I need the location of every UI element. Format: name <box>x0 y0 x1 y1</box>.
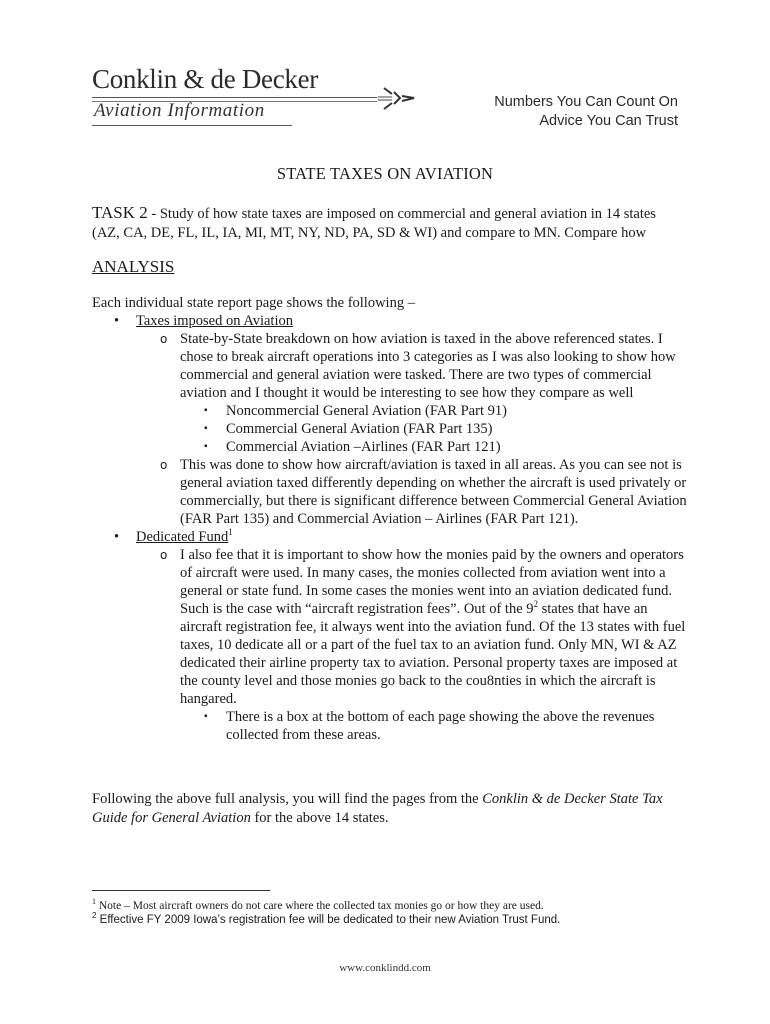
subitem-part135: Commercial General Aviation (FAR Part 135) <box>226 421 493 437</box>
list-item <box>92 528 688 546</box>
footnote-ref: 2 <box>533 599 539 610</box>
bullet: • <box>114 313 120 329</box>
logo-rule <box>92 125 292 126</box>
section-title-taxes: Taxes imposed on Aviation <box>136 313 293 329</box>
bullet: • <box>114 529 120 545</box>
footnote-1 <box>92 897 544 912</box>
list-item <box>92 312 688 330</box>
footnote-mark: 2 <box>92 911 97 921</box>
list-item <box>92 546 688 708</box>
footer-url: www.conklindd.com <box>339 962 431 974</box>
bullet: o <box>160 548 168 562</box>
list-item <box>92 330 688 402</box>
company-logo <box>92 64 422 130</box>
list-item <box>92 708 688 744</box>
task-paragraph <box>92 203 682 243</box>
bullet: ▪ <box>204 441 208 452</box>
closing-paragraph <box>92 790 682 828</box>
list-item <box>92 402 688 420</box>
list-item <box>92 438 688 456</box>
logo-subtitle: Aviation Information <box>94 100 265 121</box>
task-text: - Study of how state taxes are imposed on commercial and general aviation in 14 states (AZ, CA, DE, FL, IL, IA, MI, MT, NY, ND, PA, SD & WI) and compare to MN. Compare how <box>92 206 656 241</box>
footnote-text: Effective FY 2009 Iowa’s registration fee will be dedicated to their new Aviation Trust Fund. <box>96 914 561 926</box>
section2-subitem: There is a box at the bottom of each page showing the above the revenues collected from these areas. <box>226 709 655 743</box>
bullet: ▪ <box>204 405 208 416</box>
analysis-body <box>92 294 688 744</box>
bullet: o <box>160 332 168 346</box>
section1-item1: State-by-State breakdown on how aviation is taxed in the above referenced states. I chose to break aircraft operations into 3 categories as I was also looking to show how commercial and general aviation were tasked. There are two types of commercial aviation and I thought it would be interesting to see how they compare as well <box>180 331 676 401</box>
bullet: o <box>160 458 168 472</box>
subitem-part121: Commercial Aviation –Airlines (FAR Part 121) <box>226 439 501 455</box>
tagline-line1: Numbers You Can Count On <box>494 94 678 110</box>
subitem-part91: Noncommercial General Aviation (FAR Part 91) <box>226 403 507 419</box>
logo-company-name: Conklin & de Decker <box>92 64 318 94</box>
tagline-line2: Advice You Can Trust <box>539 113 678 129</box>
task-label: TASK 2 <box>92 203 148 222</box>
footnote-2 <box>92 911 561 926</box>
bullet: ▪ <box>204 423 208 434</box>
bullet: ▪ <box>204 711 208 722</box>
footnote-mark: 1 <box>92 897 96 907</box>
intro-text: Each individual state report page shows the following – <box>92 295 415 311</box>
airplane-icon <box>378 84 416 114</box>
section-title-dedicated-fund: Dedicated Fund <box>136 529 229 545</box>
tagline <box>494 93 678 131</box>
page-title: STATE TAXES ON AVIATION <box>276 164 494 183</box>
footnote-divider <box>92 890 270 891</box>
guide-title: Conklin & de Decker State Tax Guide for General Aviation <box>92 791 663 826</box>
list-item <box>92 420 688 438</box>
footnote-text: Note – Most aircraft owners do not care where the collected tax monies go or how they are used. <box>96 900 544 912</box>
analysis-heading: ANALYSIS <box>92 257 175 276</box>
logo-rule <box>92 97 377 98</box>
closing-text-end: for the above 14 states. <box>250 810 389 826</box>
footnote-ref: 1 <box>228 527 233 538</box>
section1-item2: This was done to show how aircraft/aviation is taxed in all areas. As you can see not is general aviation taxed differently depending on whether the aircraft is used privately or commercially, but there is significant difference between Commercial General Aviation (FAR Part 135) and Commercial Aviation – Airlines (FAR Part 121). <box>180 457 687 527</box>
section2-item1-part2: states that have an aircraft registration fee, it always went into the aviation fund. Of the 13 states with fuel taxes, 10 dedicate all or a part of the fuel tax to an aviation fund. Only MN, WI & AZ dedicated their airline property tax to aviation. Personal property taxes are imposed at the county level and those monies go back to the cou8nties in which the aircraft is hangared. <box>180 601 686 707</box>
list-item <box>92 456 688 528</box>
section2-item1-part1: I also fee that it is important to show how the monies paid by the owners and operators of aircraft were used. In many cases, the monies collected from aviation went into a general or state fund. In some cases the monies went into an aviation dedicated fund. Such is the case with “aircraft registration fees”. Out of the 9 <box>180 547 684 617</box>
closing-text: Following the above full analysis, you will find the pages from the <box>92 791 483 807</box>
